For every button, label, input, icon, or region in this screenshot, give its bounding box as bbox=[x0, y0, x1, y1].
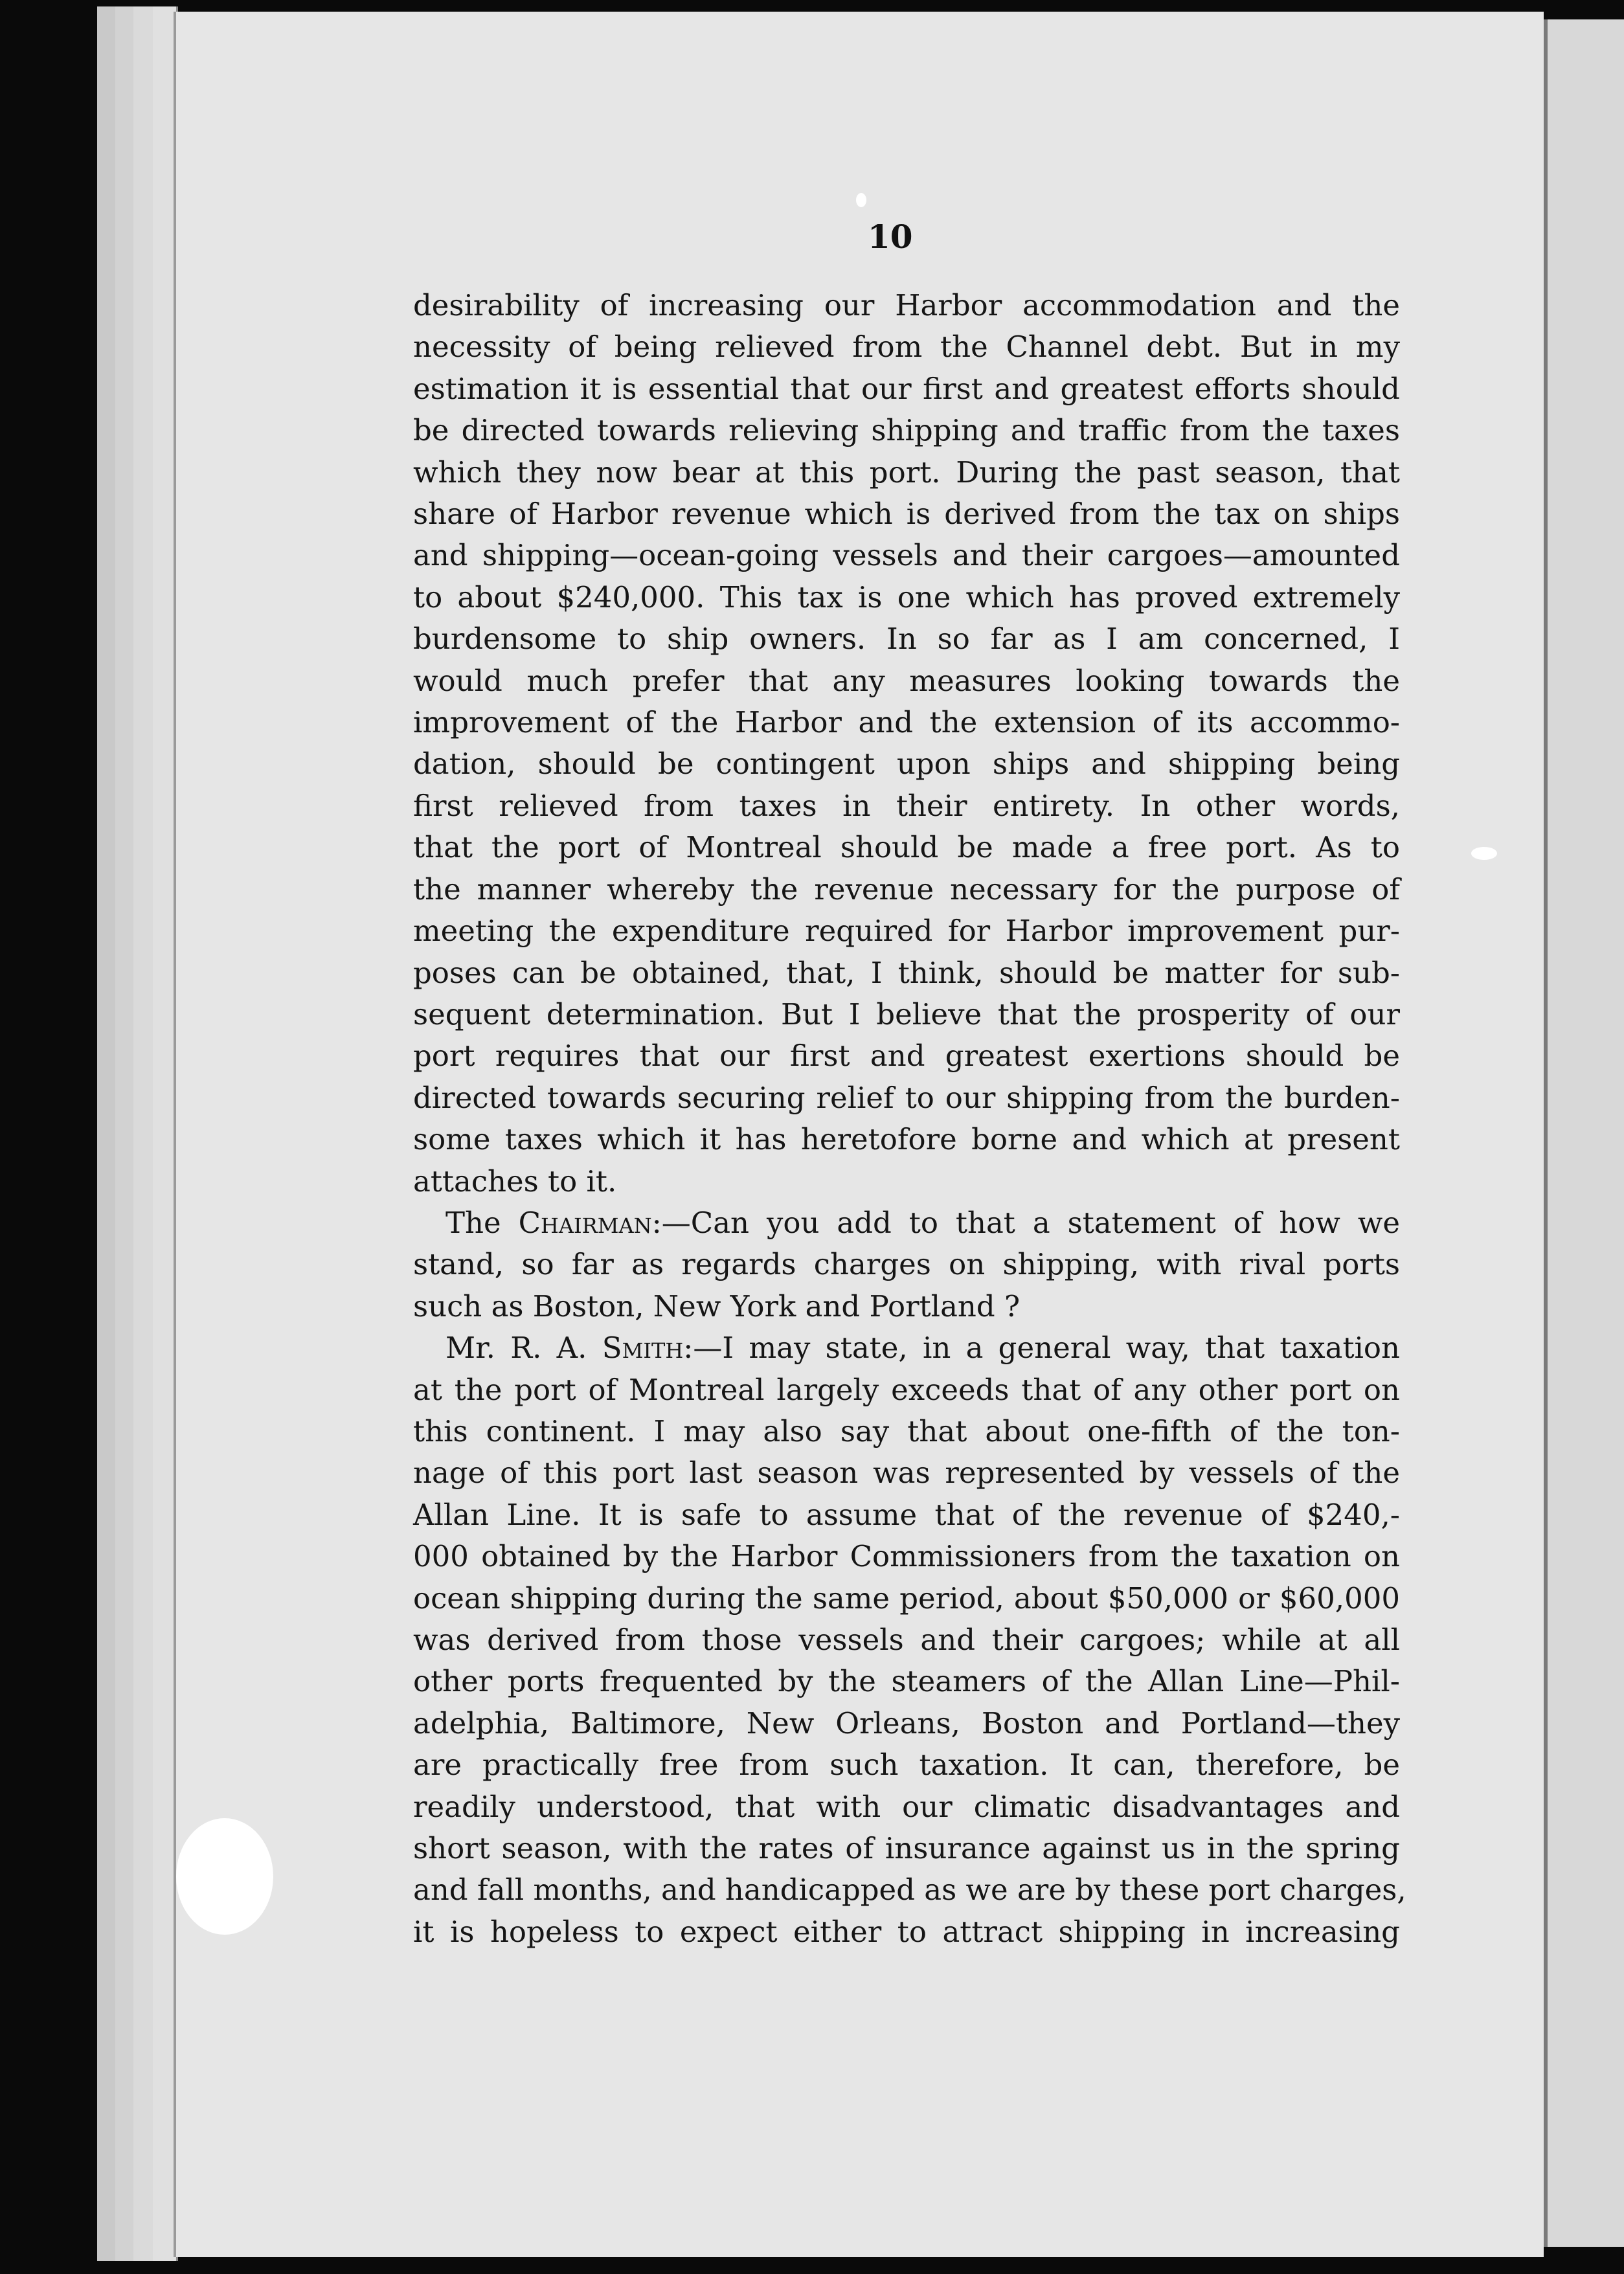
text-line: 000 obtained by the Harbor Commissioners from the taxation on bbox=[413, 1539, 1400, 1574]
text-line bbox=[413, 1202, 1400, 1244]
text-line: readily understood, that with our climatic disadvantages and bbox=[413, 1789, 1400, 1824]
text-line: the manner whereby the revenue necessary for the purpose of bbox=[413, 872, 1400, 906]
text-line: and fall months, and handicapped as we are by these port charges, bbox=[413, 1873, 1406, 1908]
page-number: 10 bbox=[868, 218, 913, 256]
text-fragment: :—I may state, in a general way, that taxation bbox=[683, 1331, 1401, 1366]
text-line: are practically free from such taxation. It can, therefore, be bbox=[413, 1748, 1400, 1783]
text-line: port requires that our first and greatest exertions should be bbox=[413, 1039, 1400, 1074]
text-fragment: :—Can you add to that a statement of how we bbox=[651, 1205, 1400, 1240]
text-line: necessity of being relieved from the Channel debt. But in my bbox=[413, 330, 1400, 365]
text-line: share of Harbor revenue which is derived from the tax on ships bbox=[413, 497, 1400, 532]
text-line: would much prefer that any measures looking towards the bbox=[413, 663, 1400, 698]
speaker-prefix: Mr. R. A. bbox=[445, 1331, 587, 1366]
paper-blemish bbox=[856, 193, 866, 207]
text-line: desirability of increasing our Harbor accommodation and the bbox=[413, 288, 1400, 322]
text-line: meeting the expenditure required for Harbor improvement pur- bbox=[413, 914, 1400, 949]
text-line: first relieved from taxes in their entirety. In other words, bbox=[413, 788, 1400, 823]
text-line: stand, so far as regards charges on shipping, with rival ports bbox=[413, 1247, 1400, 1282]
paragraph-3 bbox=[413, 1327, 1406, 1953]
text-line: this continent. I may also say that about one-fifth of the ton- bbox=[413, 1413, 1400, 1448]
speaker-name: Smith bbox=[602, 1331, 684, 1366]
text-line: at the port of Montreal largely exceeds that of any other port on bbox=[413, 1372, 1400, 1407]
text-line: some taxes which it has heretofore borne and which at present bbox=[413, 1122, 1400, 1157]
facing-page-edge bbox=[1539, 19, 1624, 2247]
text-line: be directed towards relieving shipping and traffic from the taxes bbox=[413, 413, 1400, 448]
text-line: adelphia, Baltimore, New Orleans, Boston and Portland—they bbox=[413, 1706, 1400, 1740]
text-line: burdensome to ship owners. In so far as I am concerned, I bbox=[413, 622, 1400, 657]
text-line bbox=[413, 1327, 1400, 1369]
body-text bbox=[413, 285, 1406, 1953]
text-line: sequent determination. But I believe that the prosperity of our bbox=[413, 996, 1400, 1031]
text-line: nage of this port last season was represented by vessels of the bbox=[413, 1456, 1400, 1491]
text-line: estimation it is essential that our first and greatest efforts should bbox=[413, 371, 1400, 406]
text-line: other ports frequented by the steamers of the Allan Line—Phil- bbox=[413, 1664, 1400, 1699]
paper-blemish bbox=[176, 1818, 273, 1935]
text-line: was derived from those vessels and their cargoes; while at all bbox=[413, 1623, 1400, 1657]
text-line: dation, should be contingent upon ships and shipping being bbox=[413, 747, 1400, 782]
text-line: short season, with the rates of insurance against us in the spring bbox=[413, 1831, 1400, 1866]
text-line: such as Boston, New York and Portland ? bbox=[413, 1289, 1021, 1323]
text-line: ocean shipping during the same period, about $50,000 or $60,000 bbox=[413, 1581, 1400, 1615]
text-line: to about $240,000. This tax is one which has proved extremely bbox=[413, 580, 1400, 614]
text-line: improvement of the Harbor and the extension of its accommo- bbox=[413, 705, 1400, 740]
text-line: it is hopeless to expect either to attract shipping in increasing bbox=[413, 1914, 1400, 1949]
paper-blemish bbox=[1471, 847, 1497, 860]
text-line: directed towards securing relief to our shipping from the burden- bbox=[413, 1080, 1400, 1115]
text-line: attaches to it. bbox=[413, 1164, 617, 1199]
text-line: which they now bear at this port. During the past season, that bbox=[413, 455, 1400, 490]
speaker-name: Chairman bbox=[518, 1205, 652, 1240]
paragraph-2 bbox=[413, 1202, 1400, 1327]
text-line: poses can be obtained, that, I think, should be matter for sub- bbox=[413, 955, 1400, 990]
speaker-label: The bbox=[445, 1205, 519, 1240]
paragraph-1 bbox=[413, 285, 1400, 1202]
text-line: Allan Line. It is safe to assume that of the revenue of $240,- bbox=[413, 1497, 1400, 1532]
text-line: and shipping—ocean-going vessels and their cargoes—amounted bbox=[413, 538, 1400, 573]
text-line: that the port of Montreal should be made a free port. As to bbox=[413, 830, 1400, 865]
